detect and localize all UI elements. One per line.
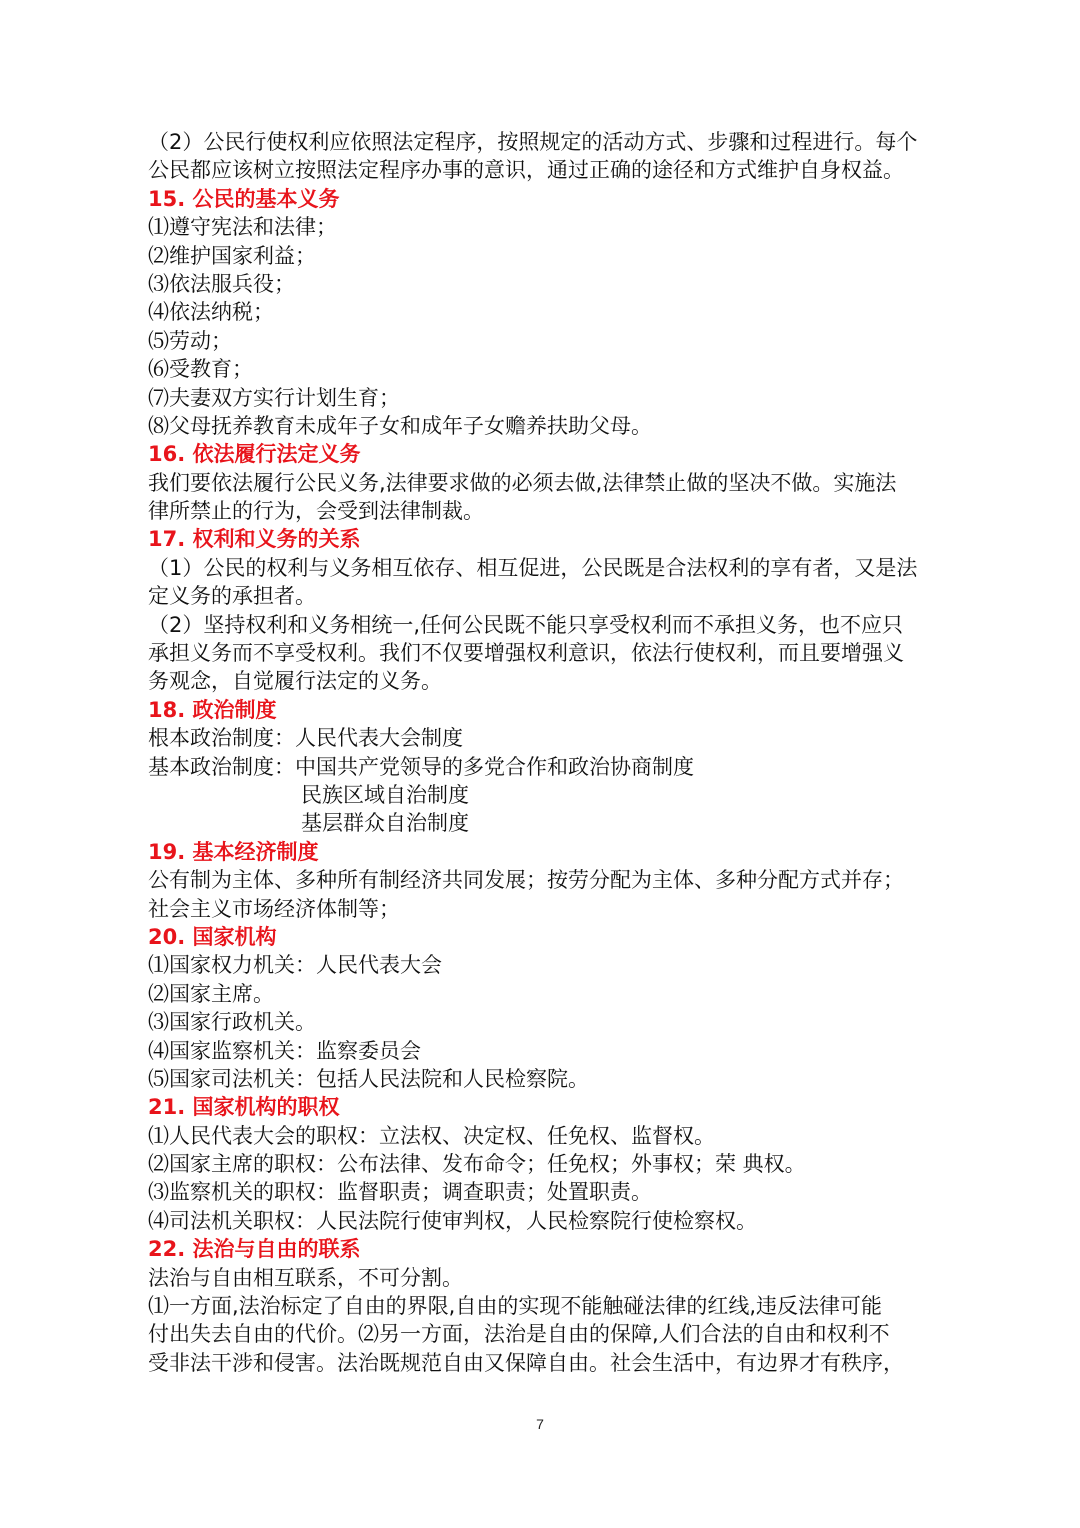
document-page — [148, 128, 938, 1377]
paragraph-line: 承担义务而不享受权利。我们不仅要增强权利意识，依法行使权利，而且要增强义 — [148, 641, 904, 666]
paragraph-line: （1）公民的权利与义务相互依存、相互促进，公民既是合法权利的享有者，又是法 — [148, 555, 918, 580]
paragraph-line: 付出失去自由的代价。⑵另一方面，法治是自由的保障,人们合法的自由和权利不 — [148, 1322, 890, 1347]
list-item: ⑵国家主席的职权：公布法律、发布命令；任免权；外事权；荣 典权。 — [148, 1152, 806, 1177]
section-20-heading: 20. 国家机构 — [148, 924, 277, 949]
list-item: ⑷司法机关职权：人民法院行使审判权，人民检察院行使检察权。 — [148, 1208, 757, 1233]
list-item: ⑹受教育； — [148, 357, 253, 382]
paragraph-line: 我们要依法履行公民义务,法律要求做的必须去做,法律禁止做的坚决不做。实施法 — [148, 470, 897, 495]
paragraph-line: 定义务的承担者。 — [148, 584, 316, 609]
section-21-heading: 21. 国家机构的职权 — [148, 1095, 340, 1120]
list-item: ⑶依法服兵役； — [148, 271, 295, 296]
basic-system-line — [148, 753, 938, 781]
intro-line: （2）公民行使权利应依照法定程序，按照规定的活动方式、步骤和过程进行。每个 — [148, 130, 918, 154]
list-item: ⑶监察机关的职权：监督职责；调查职责；处置职责。 — [148, 1180, 652, 1205]
section-18-heading: 18. 政治制度 — [148, 697, 277, 722]
paragraph-line: 社会主义市场经济体制等； — [148, 896, 400, 921]
paragraph-line: 务观念，自觉履行法定的义务。 — [148, 669, 442, 694]
basic-system-item: 民族区域自治制度 — [301, 782, 469, 807]
list-item: ⑸劳动； — [148, 328, 232, 353]
basic-system-item: 基层群众自治制度 — [301, 811, 469, 836]
paragraph-line: ⑴一方面,法治标定了自由的界限,自由的实现不能触碰法律的红线,违反法律可能 — [148, 1294, 883, 1319]
list-item: ⑷国家监察机关：监察委员会 — [148, 1038, 421, 1063]
intro-line: 公民都应该树立按照法定程序办事的意识，通过正确的途径和方式维护自身权益。 — [148, 158, 904, 183]
section-16-heading: 16. 依法履行法定义务 — [148, 442, 361, 467]
basic-system-item: 中国共产党领导的多党合作和政治协商制度 — [295, 754, 694, 779]
paragraph-line: （2）坚持权利和义务相统一,任何公民既不能只享受权利而不承担义务，也不应只 — [148, 612, 904, 637]
list-item: ⑻父母抚养教育未成年子女和成年子女赡养扶助父母。 — [148, 413, 652, 438]
list-item: ⑵国家主席。 — [148, 981, 274, 1006]
fundamental-system: 根本政治制度：人民代表大会制度 — [148, 726, 463, 751]
list-item: ⑴国家权力机关：人民代表大会 — [148, 953, 442, 978]
list-item: ⑵维护国家利益； — [148, 243, 316, 268]
paragraph-line: 律所禁止的行为，会受到法律制裁。 — [148, 499, 484, 524]
paragraph-line: 法治与自由相互联系，不可分割。 — [148, 1265, 463, 1290]
list-item: ⑴人民代表大会的职权：立法权、决定权、任免权、监督权。 — [148, 1123, 715, 1148]
list-item: ⑶国家行政机关。 — [148, 1010, 316, 1035]
paragraph-line: 公有制为主体、多种所有制经济共同发展；按劳分配为主体、多种分配方式并存； — [148, 868, 904, 893]
section-17-heading: 17. 权利和义务的关系 — [148, 527, 361, 552]
section-22-heading: 22. 法治与自由的联系 — [148, 1237, 361, 1262]
basic-system-label: 基本政治制度： — [148, 754, 295, 779]
list-item: ⑴遵守宪法和法律； — [148, 215, 337, 240]
page-number: 7 — [536, 1416, 544, 1432]
list-item: ⑷依法纳税； — [148, 300, 274, 325]
list-item: ⑸国家司法机关：包括人民法院和人民检察院。 — [148, 1066, 589, 1091]
section-19-heading: 19. 基本经济制度 — [148, 839, 319, 864]
list-item: ⑺夫妻双方实行计划生育； — [148, 385, 400, 410]
paragraph-line: 受非法干涉和侵害。法治既规范自由又保障自由。社会生活中，有边界才有秩序， — [148, 1350, 904, 1375]
section-15-heading: 15. 公民的基本义务 — [148, 186, 340, 211]
